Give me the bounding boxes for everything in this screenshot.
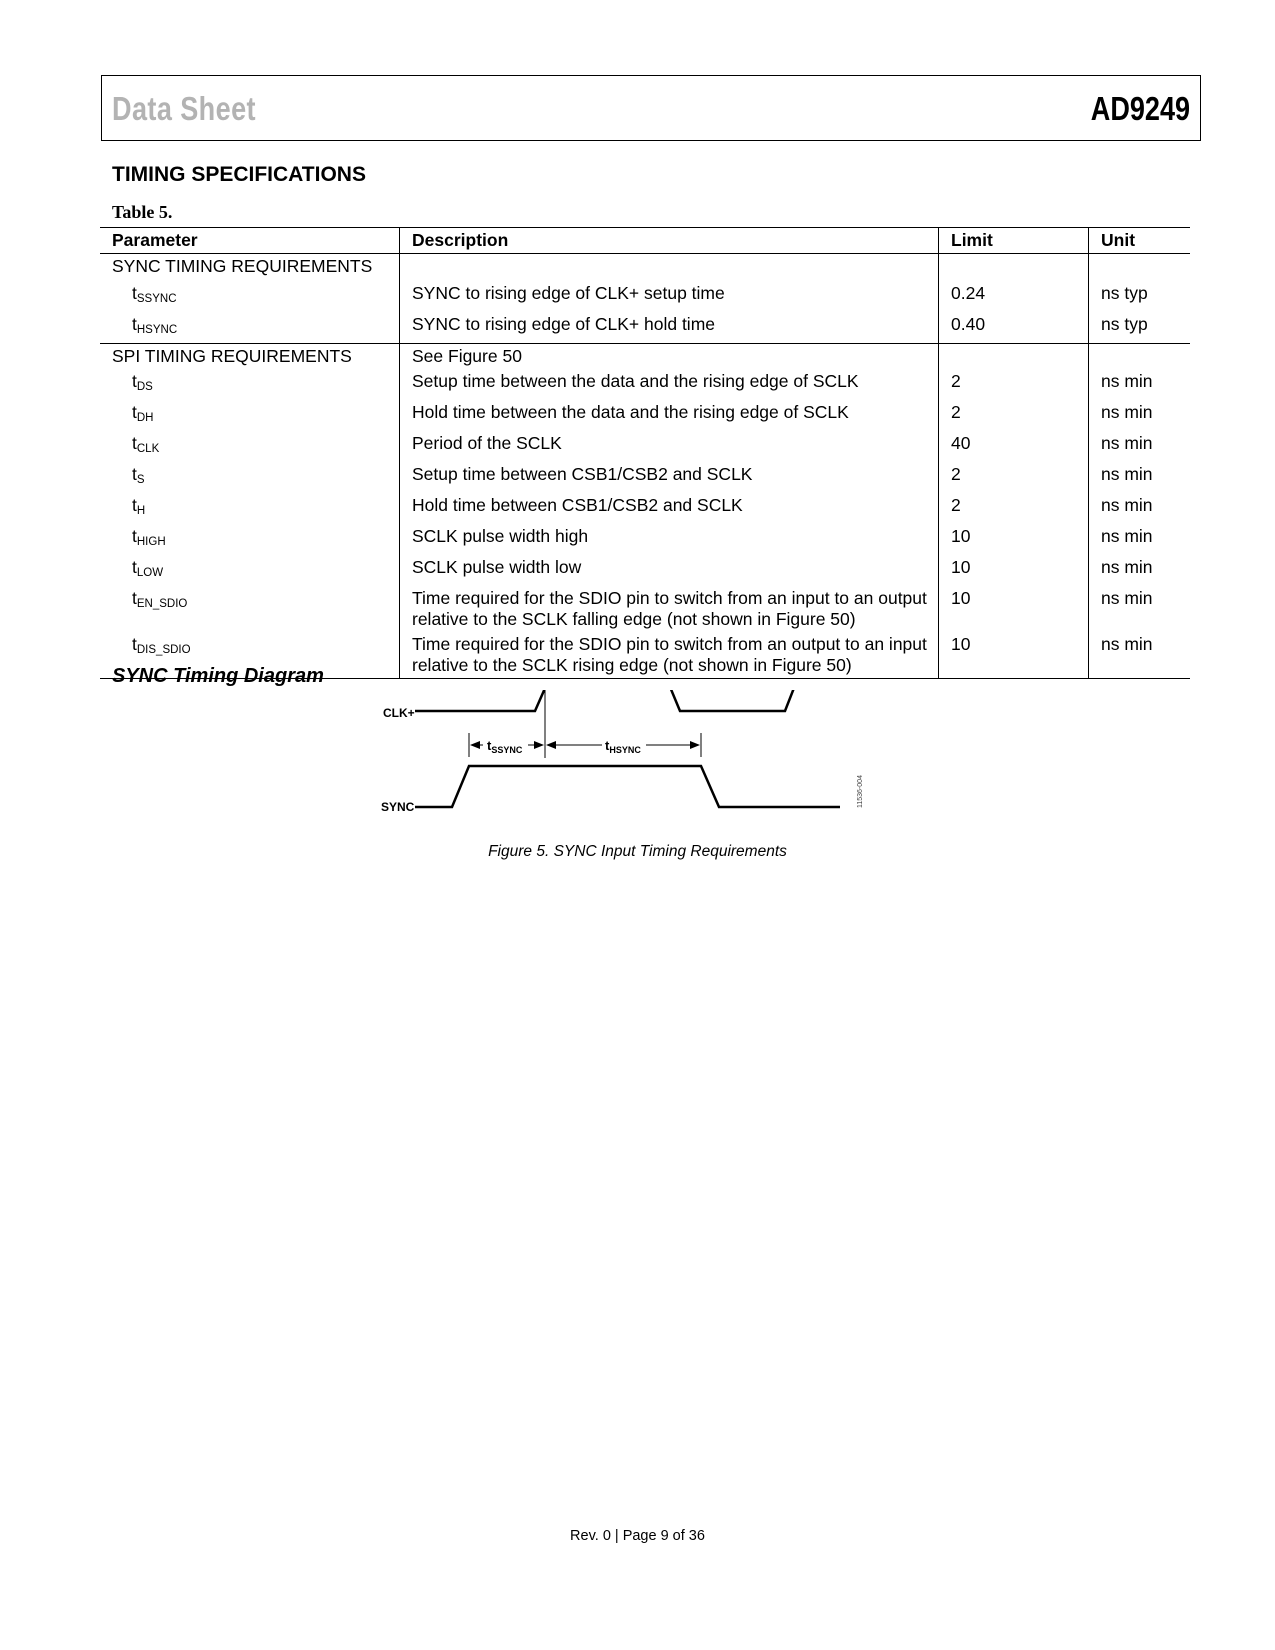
symbol-base: t xyxy=(132,433,137,453)
column-header-unit: Unit xyxy=(1089,228,1191,254)
row-unit: ns min xyxy=(1089,555,1191,586)
symbol-subscript: EN_SDIO xyxy=(136,598,188,610)
row-limit: 10 xyxy=(939,586,1089,632)
table-row xyxy=(100,462,1190,493)
column-header-limit: Limit xyxy=(939,228,1089,254)
row-limit: 10 xyxy=(939,524,1089,555)
table-row xyxy=(100,369,1190,400)
setup-time-label: $t_{SSYNC}$ xyxy=(487,738,523,755)
row-limit: 0.40 xyxy=(939,312,1089,344)
row-description: Setup time between CSB1/CSB2 and SCLK xyxy=(400,462,939,493)
row-limit: 2 xyxy=(939,462,1089,493)
sync-waveform xyxy=(415,766,840,807)
hold-time-label: $t_{HSYNC}$ xyxy=(605,738,641,755)
row-unit: ns typ xyxy=(1089,312,1191,344)
sync-timing-diagram xyxy=(380,690,900,840)
row-unit: ns min xyxy=(1089,400,1191,431)
parameter-symbol xyxy=(100,312,400,344)
symbol-subscript: H xyxy=(136,505,146,517)
symbol-subscript: HIGH xyxy=(136,536,166,548)
setup-arrow-right xyxy=(534,741,544,749)
row-description: Time required for the SDIO pin to switch from an output to an input relative to the SCLK rising edge (not shown in Figure 50) xyxy=(400,632,939,679)
page-footer: Rev. 0 | Page 9 of 36 xyxy=(570,1528,705,1544)
page-header xyxy=(101,75,1201,141)
diagram-title: SYNC Timing Diagram xyxy=(112,665,324,687)
row-unit: ns min xyxy=(1089,462,1191,493)
row-limit: 2 xyxy=(939,369,1089,400)
column-header-description: Description xyxy=(400,228,939,254)
clk-label: CLK+ xyxy=(383,706,415,720)
row-limit: 10 xyxy=(939,632,1089,679)
symbol-subscript: DS xyxy=(136,381,153,393)
table-caption: Table 5. xyxy=(112,202,173,222)
row-unit: ns min xyxy=(1089,586,1191,632)
table-row xyxy=(100,555,1190,586)
symbol-base: t xyxy=(132,464,137,484)
group-empty xyxy=(939,344,1089,370)
row-description: SCLK pulse width low xyxy=(400,555,939,586)
parameter-symbol xyxy=(100,431,400,462)
row-description: SCLK pulse width high xyxy=(400,524,939,555)
sync-label: SYNC xyxy=(381,800,415,814)
parameter-symbol xyxy=(100,493,400,524)
row-unit: ns min xyxy=(1089,369,1191,400)
table-row xyxy=(100,524,1190,555)
parameter-symbol xyxy=(100,524,400,555)
symbol-subscript: DH xyxy=(136,412,154,424)
row-unit: ns min xyxy=(1089,524,1191,555)
header-part-number: AD9249 xyxy=(1090,90,1190,127)
table-row xyxy=(100,586,1190,632)
row-limit: 40 xyxy=(939,431,1089,462)
row-limit: 10 xyxy=(939,555,1089,586)
header-doc-type: Data Sheet xyxy=(112,90,256,127)
row-description: Hold time between the data and the rising edge of SCLK xyxy=(400,400,939,431)
row-description: SYNC to rising edge of CLK+ setup time xyxy=(400,279,939,312)
row-unit: ns typ xyxy=(1089,279,1191,312)
parameter-symbol xyxy=(100,555,400,586)
row-description: SYNC to rising edge of CLK+ hold time xyxy=(400,312,939,344)
parameter-symbol xyxy=(100,586,400,632)
row-description: Time required for the SDIO pin to switch from an input to an output relative to the SCLK falling edge (not shown in Figure 50) xyxy=(400,586,939,632)
hold-arrow-right xyxy=(690,741,700,749)
symbol-base: t xyxy=(132,495,137,515)
hold-arrow-left xyxy=(546,741,556,749)
row-unit: ns min xyxy=(1089,632,1191,679)
table-row xyxy=(100,279,1190,312)
parameter-symbol xyxy=(100,369,400,400)
row-description: Setup time between the data and the rising edge of SCLK xyxy=(400,369,939,400)
row-description: Hold time between CSB1/CSB2 and SCLK xyxy=(400,493,939,524)
symbol-base: t xyxy=(132,402,137,422)
table-row xyxy=(100,400,1190,431)
clk-waveform xyxy=(415,690,840,711)
symbol-subscript: SSYNC xyxy=(136,293,177,305)
symbol-base: t xyxy=(132,588,137,608)
timing-spec-table xyxy=(100,227,1190,679)
table-header-row xyxy=(100,228,1190,254)
parameter-symbol xyxy=(100,400,400,431)
symbol-subscript: HSYNC xyxy=(136,324,178,336)
symbol-base: t xyxy=(132,526,137,546)
symbol-subscript: CLK xyxy=(136,443,160,455)
group-note: See Figure 50 xyxy=(400,344,939,370)
symbol-subscript: LOW xyxy=(136,567,164,579)
row-limit: 2 xyxy=(939,400,1089,431)
row-unit: ns min xyxy=(1089,493,1191,524)
row-unit: ns min xyxy=(1089,431,1191,462)
table-row xyxy=(100,312,1190,344)
symbol-base: t xyxy=(132,283,137,303)
figure-caption: Figure 5. SYNC Input Timing Requirements xyxy=(488,843,787,860)
group-row-spi xyxy=(100,344,1190,370)
group-label: SYNC TIMING REQUIREMENTS xyxy=(112,256,373,276)
symbol-base: t xyxy=(132,634,137,654)
setup-arrow-left xyxy=(470,741,480,749)
symbol-subscript: DIS_SDIO xyxy=(136,644,191,656)
row-limit: 2 xyxy=(939,493,1089,524)
parameter-symbol xyxy=(100,462,400,493)
column-header-parameter: Parameter xyxy=(100,228,400,254)
parameter-symbol xyxy=(100,279,400,312)
symbol-base: t xyxy=(132,371,137,391)
table-row xyxy=(100,431,1190,462)
symbol-subscript: S xyxy=(136,474,145,486)
table-row xyxy=(100,493,1190,524)
figure-id: 11536-004 xyxy=(857,775,864,808)
section-title: TIMING SPECIFICATIONS xyxy=(112,163,366,186)
symbol-base: t xyxy=(132,557,137,577)
row-limit: 0.24 xyxy=(939,279,1089,312)
group-empty xyxy=(1089,344,1191,370)
group-row-sync xyxy=(100,254,1190,280)
group-label: SPI TIMING REQUIREMENTS xyxy=(112,346,352,366)
row-description: Period of the SCLK xyxy=(400,431,939,462)
symbol-base: t xyxy=(132,314,137,334)
